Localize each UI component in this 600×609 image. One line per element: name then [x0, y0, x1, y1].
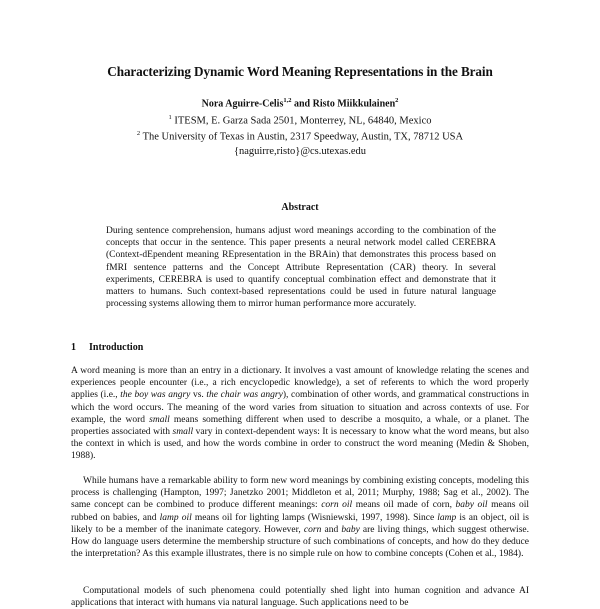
text-run: means something different when used to describe a mosquito, a whale, or a planet. The properties associated with: [71, 414, 530, 438]
body-paragraph: [71, 365, 529, 463]
italic-text: baby oil: [455, 500, 488, 511]
affiliation-mark: 1: [168, 114, 172, 121]
italic-text: corn: [303, 524, 322, 535]
text-run: are living things, which suggest otherwise. How do language users determine the membership structure of such combinations of concepts, and how do they deduce the interpretation? As this example illustrates, there is no simple rule on how to combine concepts (Cohen et al., 1984).: [71, 524, 529, 560]
body-paragraph: Computational models of such phenomena could potentially shed light into human cognition and advance AI applications that interact with humans via natural language. Such applications need to be: [71, 586, 529, 609]
author-line: [0, 97, 600, 109]
author-name: Nora Aguirre-Celis: [201, 98, 284, 110]
section-number: 1: [71, 342, 76, 353]
text-run: vs.: [190, 390, 207, 401]
body-paragraph: [71, 475, 529, 560]
text-run: vary in context-dependent ways: It is necessary to know what the word means, but also the context in which is used, and how the words combine in order to construct the word meaning (Medin & Shoben, 1988).: [71, 427, 529, 462]
author-email: {naguirre,risto}@cs.utexas.edu: [233, 146, 366, 157]
italic-text: small: [172, 427, 194, 438]
affiliation-line: [0, 130, 600, 143]
author-conjunction: and: [291, 98, 313, 110]
author-name: Risto Miikkulainen: [312, 98, 396, 110]
abstract-text: During sentence comprehension, humans adjust word meanings according to the combination of the concepts that occur in the sentence. This paper presents a neural network model called CEREBRA (Context-dEpendent meaning REpresentation in the BRAin) that demonstrates this process based on fMRI sentence patterns and the Concept Attribute Representation (CAR) theory. In several experiments, CEREBRA is used to quantify conceptual combination effect and demonstrate that it matters to humans. Such context-based representations could be used in future natural language processing systems allowing them to mirror human performance more accurately.: [106, 226, 496, 310]
italic-text: corn oil: [321, 500, 353, 511]
affiliation-mark: 2: [136, 130, 141, 137]
italic-text: baby: [341, 524, 360, 535]
text-run: ), combination of other words, and grammatical constructions in which the word occurs. The meaning of the word varies from situation to situation and across contexts of use. For example, the word: [71, 390, 529, 425]
paper-title: Characterizing Dynamic Word Meaning Representations in the Brain: [107, 64, 493, 79]
text-run: means oil made of corn,: [352, 500, 456, 511]
italic-text: lamp oil: [159, 512, 192, 523]
text-run: means oil for lighting lamps (Wisniewski, 1997, 1998). Since: [191, 512, 438, 523]
text-run: While humans have a remarkable ability to form new word meanings by combining existing concepts, modeling this process is challenging (Hampton, 1997; Janetzko 2001; Middleton et al, 2011; Murphy, 1988; Sag et al., 2002). The same concept can be combined to produce different meanings:: [71, 476, 529, 511]
author-affiliation-mark: 2: [395, 97, 399, 104]
text-run: A word meaning is more than an entry in a dictionary. It involves a vast amount of knowledge relating the scenes and experiences people encounter (i.e., a rich encyclopedic knowledge), a set of referents to which the word properly applies (i.e.,: [71, 366, 529, 401]
affiliation-line: [0, 114, 600, 127]
italic-text: small: [149, 414, 170, 425]
italic-text: the chair was angry: [206, 390, 283, 401]
italic-text: the boy was angry: [120, 390, 191, 401]
text-run: means oil rubbed on babies, and: [71, 500, 529, 523]
affiliation-text: The University of Texas in Austin, 2317 Speedway, Austin, TX, 78712 USA: [140, 131, 464, 143]
section-heading: [71, 342, 143, 353]
affiliation-text: ITESM, E. Garza Sada 2501, Monterrey, NL, 64840, Mexico: [171, 115, 432, 127]
text-run: and: [321, 524, 342, 535]
italic-text: lamp: [437, 512, 457, 523]
author-affiliation-mark: 1,2: [283, 97, 292, 104]
section-title: Introduction: [89, 342, 144, 353]
abstract-heading: Abstract: [281, 202, 319, 213]
text-run: is an object, oil is likely to be a member of the inanimate category. However,: [71, 512, 529, 535]
